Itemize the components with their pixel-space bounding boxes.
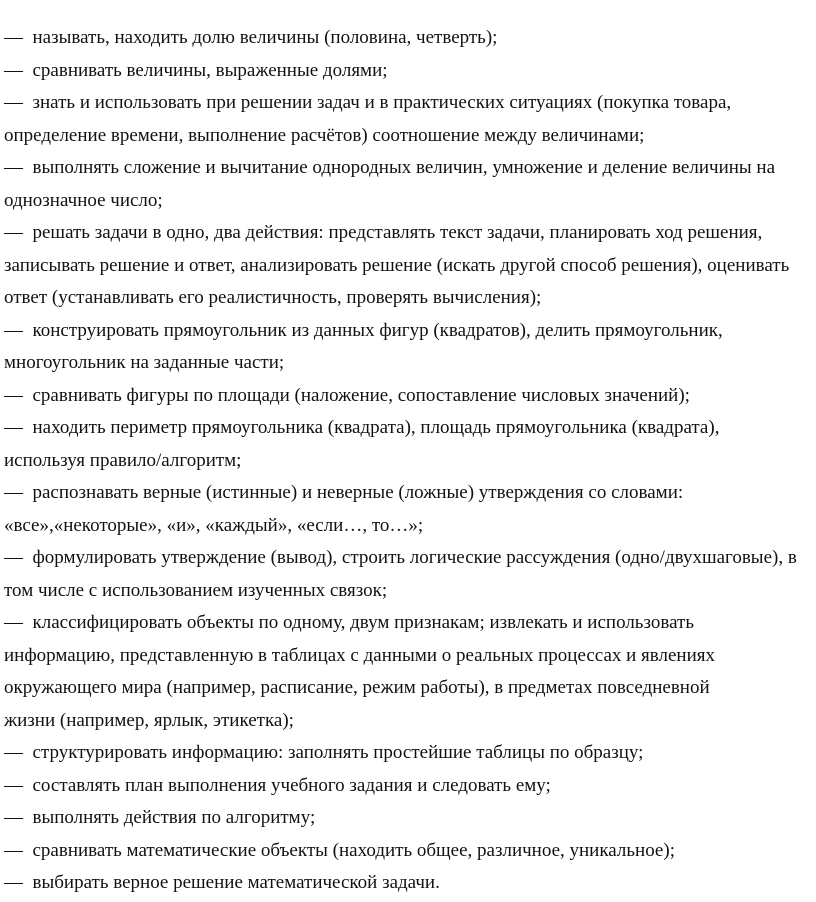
text-line: — сравнивать величины, выраженные долями; bbox=[4, 59, 388, 81]
text-line: — сравнивать фигуры по площади (наложение, сопоставление числовых значений); bbox=[4, 384, 690, 406]
text-line: — сравнивать математические объекты (находить общее, различное, уникальное); bbox=[4, 839, 675, 861]
text-line: определение времени, выполнение расчётов) соотношение между величинами; bbox=[4, 124, 645, 146]
text-line: — структурировать информацию: заполнять простейшие таблицы по образцу; bbox=[4, 742, 644, 763]
text-line: — называть, находить долю величины (половина, четверть); bbox=[4, 27, 498, 48]
text-line: жизни (например, ярлык, этикетка); bbox=[4, 709, 294, 731]
text-line: многоугольник на заданные части; bbox=[4, 352, 285, 373]
text-line: используя правило/алгоритм; bbox=[4, 449, 242, 471]
text-line: — выполнять действия по алгоритму; bbox=[4, 807, 316, 828]
text-line: записывать решение и ответ, анализировать решение (искать другой способ решения), оценивать bbox=[4, 254, 790, 276]
text-line: ответ (устанавливать его реалистичность, проверять вычисления); bbox=[4, 287, 542, 308]
text-line: — составлять план выполнения учебного задания и следовать ему; bbox=[4, 774, 551, 796]
text-line: — знать и использовать при решении задач и в практических ситуациях (покупка товара, bbox=[4, 92, 732, 113]
text-line: «все»,«некоторые», «и», «каждый», «если…, то…»; bbox=[4, 514, 424, 536]
text-line: — решать задачи в одно, два действия: представлять текст задачи, планировать ход решения, bbox=[4, 222, 763, 243]
text-line: однозначное число; bbox=[4, 189, 163, 211]
text-line: окружающего мира (например, расписание, режим работы), в предметах повседневной bbox=[4, 677, 710, 698]
text-line: информацию, представленную в таблицах с данными о реальных процессах и явлениях bbox=[4, 644, 715, 666]
text-line: том числе с использованием изученных связок; bbox=[4, 579, 388, 601]
text-line: — выполнять сложение и вычитание однородных величин, умножение и деление величины на bbox=[4, 157, 776, 178]
text-line: — классифицировать объекты по одному, двум признакам; извлекать и использовать bbox=[4, 612, 694, 633]
text-line: — формулировать утверждение (вывод), строить логические рассуждения (одно/двухшаговые), в bbox=[4, 547, 797, 568]
text-line: — выбирать верное решение математической задачи. bbox=[4, 872, 440, 893]
text-line: — распознавать верные (истинные) и неверные (ложные) утверждения со словами: bbox=[4, 482, 684, 503]
text-line: — находить периметр прямоугольника (квадрата), площадь прямоугольника (квадрата), bbox=[4, 417, 720, 438]
text-line: — конструировать прямоугольник из данных фигур (квадратов), делить прямоугольник, bbox=[4, 319, 723, 341]
